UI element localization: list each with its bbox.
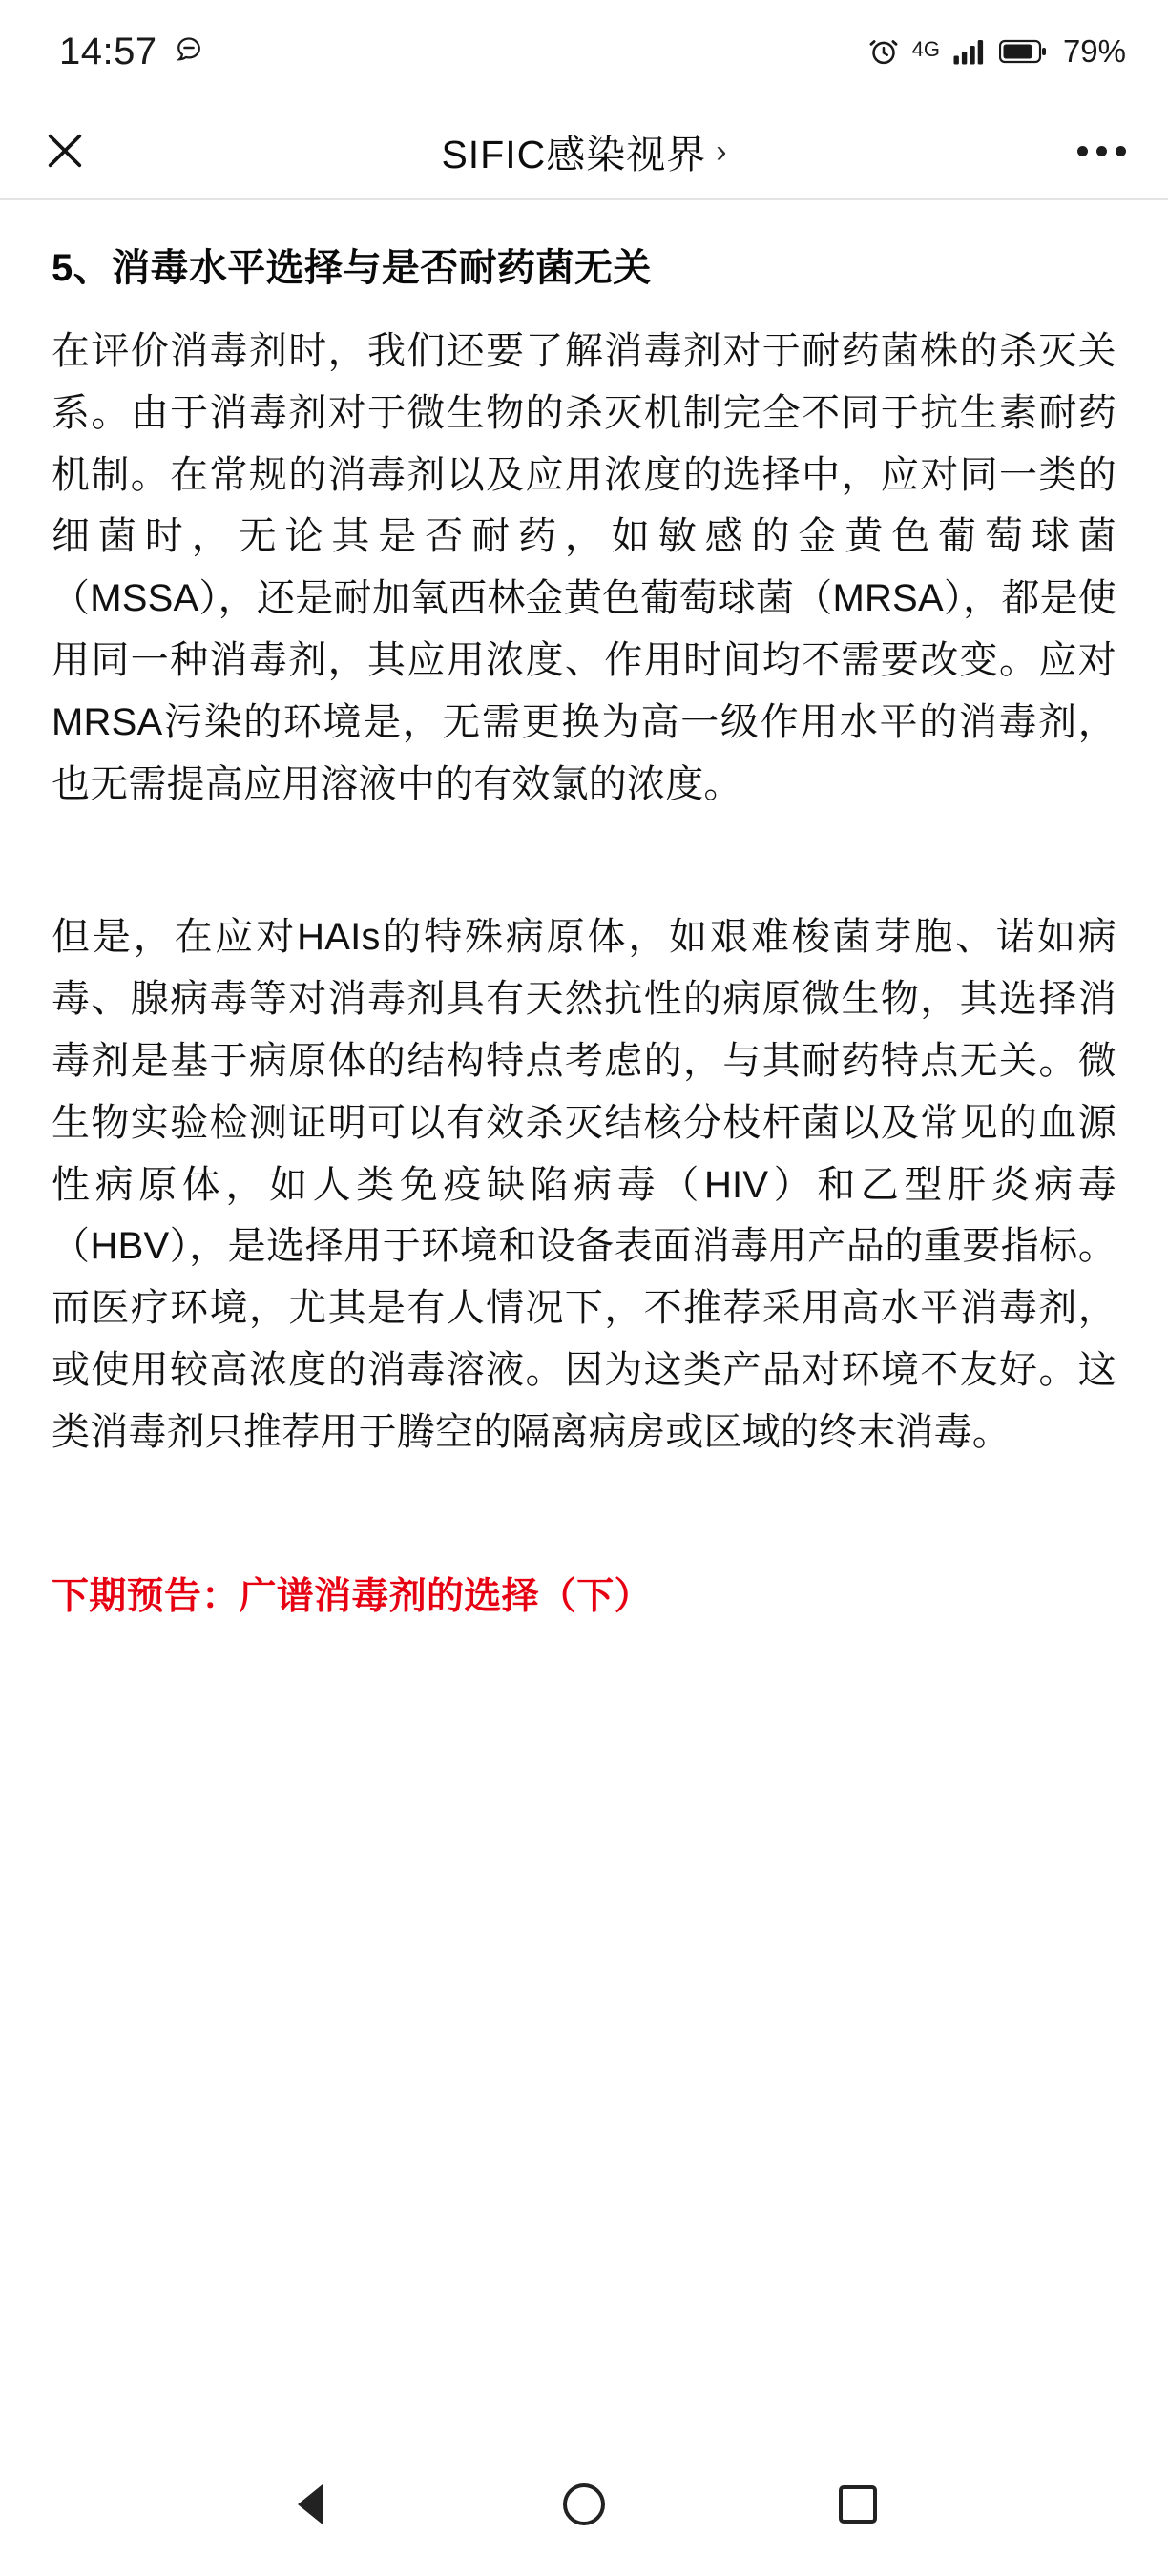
home-circle-icon	[563, 2483, 605, 2525]
article-content	[0, 200, 1168, 2433]
signal-icon	[952, 37, 987, 66]
network-type-label: 4G	[911, 37, 940, 61]
more-options-icon[interactable]	[1077, 146, 1126, 156]
home-button[interactable]	[550, 2470, 618, 2539]
page-title: SIFIC感染视界	[441, 132, 707, 177]
battery-icon	[999, 38, 1047, 65]
more-dot	[1077, 146, 1088, 156]
status-bar	[0, 0, 1168, 103]
alarm-icon	[867, 35, 900, 68]
back-triangle-icon	[298, 2484, 323, 2524]
system-navigation-bar	[0, 2433, 1168, 2576]
more-dot	[1096, 146, 1107, 156]
article-paragraph-2: 但是，在应对HAIs的特殊病原体，如艰难梭菌芽胞、诺如病毒、腺病毒等对消毒剂具有天然抗性的病原微生物，其选择消毒剂是基于病原体的结构特点考虑的，与其耐药特点无关。微生物实验检测证明可以有效杀灭结核分枝杆菌以及常见的血源性病原体，如人类免疫缺陷病毒（HIV）和乙型肝炎病毒（HBV），是选择用于环境和设备表面消毒用产品的重要指标。而医疗环境，尤其是有人情况下，不推荐采用高水平消毒剂，或使用较高浓度的消毒溶液。因为这类产品对环境不友好。这类消毒剂只推荐用于腾空的隔离病房或区域的终末消毒。	[52, 916, 1116, 1453]
status-bar-left	[59, 31, 205, 73]
back-button[interactable]	[276, 2470, 344, 2539]
recents-square-icon	[839, 2485, 877, 2524]
app-nav-bar	[0, 103, 1168, 198]
more-dot	[1116, 146, 1126, 156]
close-icon[interactable]	[38, 124, 92, 177]
recents-button[interactable]	[824, 2470, 892, 2539]
battery-percent-label: 79%	[1062, 33, 1126, 69]
status-clock: 14:57	[59, 30, 157, 73]
chevron-right-icon[interactable]: ›	[716, 134, 727, 170]
notice-spacer	[52, 1464, 1116, 1567]
paragraph-spacer	[52, 815, 1116, 906]
next-issue-notice: 下期预告：广谱消毒剂的选择（下）	[52, 1575, 652, 1617]
section-heading: 5、消毒水平选择与是否耐药菌无关	[52, 247, 652, 289]
nav-title-group	[0, 123, 1168, 179]
article-paragraph-1: 在评价消毒剂时，我们还要了解消毒剂对于耐药菌株的杀灭关系。由于消毒剂对于微生物的杀灭机制完全不同于抗生素耐药机制。在常规的消毒剂以及应用浓度的选择中，应对同一类的细菌时，无论其是否耐药，如敏感的金黄色葡萄球菌（MSSA），还是耐加氧西林金黄色葡萄球菌（MRSA），都是使用同一种消毒剂，其应用浓度、作用时间均不需要改变。应对MRSA污染的环境是，无需更换为高一级作用水平的消毒剂，也无需提高应用溶液中的有效氯的浓度。	[52, 330, 1116, 805]
status-bar-right	[867, 33, 1126, 70]
dnd-icon	[173, 35, 205, 68]
